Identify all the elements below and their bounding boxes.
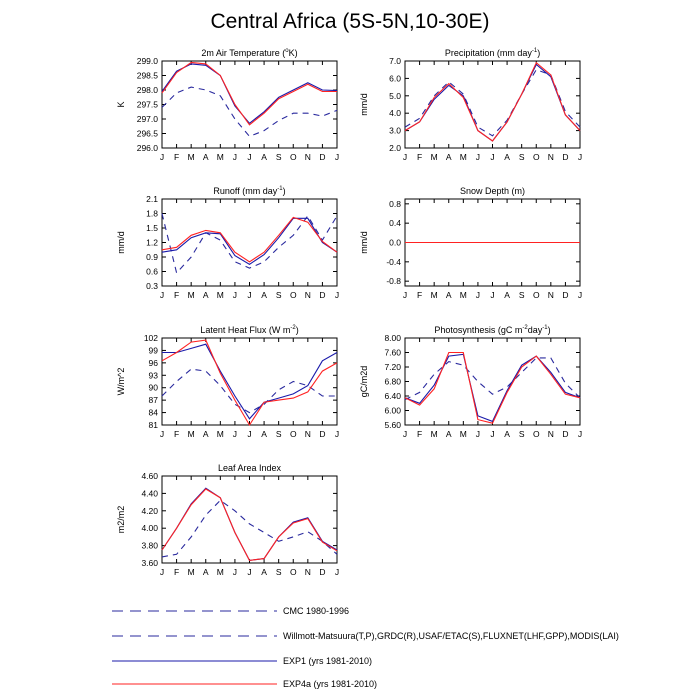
- y-tick-label: 6.0: [389, 73, 401, 84]
- x-tick-label: J: [232, 567, 238, 577]
- x-tick-label: J: [490, 152, 495, 162]
- x-tick-label: J: [334, 567, 340, 577]
- y-tick-label: 3.80: [141, 540, 158, 551]
- panel-title: Latent Heat Flux (W $m^{-2}$): [200, 325, 299, 335]
- x-tick-label: A: [261, 567, 267, 577]
- y-tick-label: 299.0: [136, 56, 158, 66]
- x-tick-label: J: [247, 152, 252, 162]
- y-tick-label: 87: [148, 395, 158, 406]
- x-tick-label: M: [216, 152, 224, 162]
- x-tick-label: O: [532, 290, 540, 300]
- x-tick-label: J: [490, 429, 495, 439]
- x-tick-label: J: [577, 152, 583, 162]
- y-axis-label: K: [116, 101, 126, 108]
- x-tick-label: D: [562, 152, 569, 162]
- x-tick-label: F: [173, 290, 180, 300]
- y-tick-label: 7.60: [384, 347, 401, 358]
- x-tick-label: N: [304, 567, 311, 577]
- y-tick-label: 296.0: [136, 143, 158, 153]
- y-axis-label: gC/m2d: [359, 365, 369, 398]
- main-title: Central Africa (5S-5N,10-30E): [210, 10, 490, 33]
- y-axis-label: m2/m2: [116, 505, 126, 534]
- x-tick-label: N: [547, 290, 554, 300]
- y-tick-label: 4.0: [389, 108, 401, 119]
- x-tick-label: M: [187, 290, 195, 300]
- x-tick-label: N: [547, 152, 554, 162]
- x-tick-label: J: [247, 567, 252, 577]
- x-tick-label: M: [187, 567, 195, 577]
- y-tick-label: 0.8: [389, 198, 401, 209]
- x-tick-label: S: [275, 567, 282, 577]
- y-tick-label: 99: [148, 345, 158, 356]
- y-tick-label: 84: [148, 407, 158, 418]
- x-tick-label: A: [202, 567, 209, 577]
- y-tick-label: 297.5: [136, 99, 158, 110]
- x-tick-label: S: [518, 290, 525, 300]
- panel-title: Snow Depth (m): [459, 186, 526, 196]
- x-tick-label: M: [459, 429, 467, 439]
- x-tick-label: S: [275, 429, 282, 439]
- x-tick-label: A: [202, 429, 209, 439]
- x-tick-label: M: [187, 152, 195, 162]
- x-tick-label: M: [430, 429, 438, 439]
- x-tick-label: F: [416, 429, 423, 439]
- x-tick-label: A: [504, 290, 510, 300]
- y-tick-label: 102: [143, 333, 158, 343]
- y-tick-label: 298.5: [136, 70, 158, 81]
- x-tick-label: F: [416, 290, 423, 300]
- y-tick-label: 0.0: [389, 237, 401, 248]
- x-tick-label: F: [173, 152, 180, 162]
- x-tick-label: O: [289, 429, 297, 439]
- x-tick-label: J: [475, 429, 481, 439]
- x-tick-label: A: [202, 290, 209, 300]
- y-tick-label: 3.60: [141, 558, 158, 568]
- y-tick-label: 6.80: [384, 376, 401, 387]
- x-tick-label: J: [159, 567, 165, 577]
- x-tick-label: O: [532, 152, 540, 162]
- y-tick-label: 4.20: [141, 505, 158, 516]
- legend-item-exp4a: [112, 679, 377, 689]
- x-tick-label: J: [577, 290, 583, 300]
- x-tick-label: F: [173, 567, 180, 577]
- legend-item-cmc: [112, 606, 349, 616]
- y-tick-label: 7.20: [384, 362, 401, 372]
- y-tick-label: 296.5: [136, 128, 158, 139]
- x-tick-label: A: [445, 429, 452, 439]
- x-tick-label: J: [402, 429, 408, 439]
- y-axis-label: mm/d: [359, 93, 369, 116]
- x-tick-label: J: [159, 290, 165, 300]
- x-tick-label: M: [187, 429, 195, 439]
- x-tick-label: D: [562, 290, 569, 300]
- panel-title: Photosynthesis (gC $m^{-2}day^{-1}$): [434, 325, 551, 335]
- y-tick-label: 0.3: [146, 281, 158, 291]
- panel-title: Runoff (mm day$^{-1}$): [213, 186, 286, 196]
- y-tick-label: 1.5: [146, 223, 158, 233]
- x-tick-label: S: [518, 429, 525, 439]
- y-tick-label: 90: [148, 382, 158, 393]
- y-tick-label: 4.60: [141, 471, 158, 481]
- x-tick-label: F: [173, 429, 180, 439]
- x-tick-label: A: [504, 152, 510, 162]
- legend-label: EXP4a (yrs 1981-2010): [283, 679, 378, 689]
- y-tick-label: 0.9: [146, 252, 158, 262]
- x-tick-label: D: [319, 290, 326, 300]
- y-tick-label: 6.00: [384, 405, 401, 416]
- x-tick-label: N: [547, 429, 554, 439]
- x-tick-label: M: [216, 290, 224, 300]
- legend-item-obs: [112, 631, 619, 641]
- y-tick-label: 96: [148, 357, 158, 368]
- y-tick-label: 8.00: [384, 333, 401, 343]
- legend-label: Willmott-Matsuura(T,P),GRDC(R),USAF/ETAC(S),FLUXNET(LHF,GPP),MODIS(LAI): [283, 631, 619, 641]
- x-tick-label: J: [232, 429, 238, 439]
- x-tick-label: M: [216, 567, 224, 577]
- x-tick-label: N: [304, 429, 311, 439]
- x-tick-label: J: [247, 429, 252, 439]
- y-axis-label: mm/d: [116, 231, 126, 254]
- y-tick-label: 5.0: [389, 90, 401, 101]
- x-tick-label: J: [475, 290, 481, 300]
- y-tick-label: 7.0: [389, 56, 401, 66]
- y-tick-label: 3.0: [389, 125, 401, 136]
- y-tick-label: -0.8: [386, 276, 401, 287]
- x-tick-label: J: [159, 152, 165, 162]
- x-tick-label: J: [334, 290, 340, 300]
- x-tick-label: A: [445, 152, 452, 162]
- y-tick-label: 6.40: [384, 391, 401, 401]
- legend-label: EXP1 (yrs 1981-2010): [283, 656, 373, 666]
- panel-title: 2m Air Temperature ($^o$K): [201, 48, 298, 58]
- y-tick-label: -0.4: [386, 256, 401, 267]
- x-tick-label: A: [261, 152, 267, 162]
- x-tick-label: A: [504, 429, 510, 439]
- x-tick-label: J: [247, 290, 252, 300]
- panel-title: Leaf Area Index: [217, 463, 282, 473]
- x-tick-label: O: [289, 152, 297, 162]
- y-tick-label: 2.0: [389, 143, 401, 153]
- x-tick-label: J: [334, 429, 340, 439]
- x-tick-label: S: [275, 152, 282, 162]
- x-tick-label: O: [289, 290, 297, 300]
- x-tick-label: J: [577, 429, 583, 439]
- panel-title: Precipitation (mm day$^{-1}$): [444, 48, 541, 58]
- y-tick-label: 5.60: [384, 420, 401, 430]
- x-tick-label: J: [402, 290, 408, 300]
- y-tick-label: 1.2: [146, 237, 158, 248]
- y-axis-label: W/m^2: [116, 367, 126, 396]
- x-tick-label: O: [289, 567, 297, 577]
- x-tick-label: N: [304, 290, 311, 300]
- x-tick-label: M: [430, 290, 438, 300]
- y-tick-label: 4.40: [141, 488, 158, 499]
- y-tick-label: 4.00: [141, 523, 158, 534]
- x-tick-label: A: [261, 290, 267, 300]
- y-tick-label: 93: [148, 370, 158, 381]
- x-tick-label: N: [304, 152, 311, 162]
- x-tick-label: S: [518, 152, 525, 162]
- x-tick-label: A: [261, 429, 267, 439]
- x-tick-label: A: [445, 290, 452, 300]
- y-tick-label: 0.4: [389, 218, 401, 229]
- y-tick-label: 81: [148, 420, 158, 430]
- y-tick-label: 1.8: [146, 208, 158, 219]
- y-tick-label: 0.6: [146, 266, 158, 277]
- x-tick-label: D: [319, 152, 326, 162]
- y-tick-label: 297.0: [136, 114, 158, 124]
- x-tick-label: M: [216, 429, 224, 439]
- y-tick-label: 298.0: [136, 85, 158, 95]
- x-tick-label: F: [416, 152, 423, 162]
- x-tick-label: J: [232, 152, 238, 162]
- x-tick-label: O: [532, 429, 540, 439]
- x-tick-label: J: [334, 152, 340, 162]
- x-tick-label: J: [232, 290, 238, 300]
- x-tick-label: D: [319, 429, 326, 439]
- x-tick-label: S: [275, 290, 282, 300]
- legend-item-exp1: [112, 656, 372, 666]
- x-tick-label: D: [562, 429, 569, 439]
- legend-label: CMC 1980-1996: [283, 606, 350, 616]
- x-tick-label: A: [202, 152, 209, 162]
- y-tick-label: 2.1: [146, 194, 158, 204]
- x-tick-label: M: [459, 290, 467, 300]
- x-tick-label: J: [475, 152, 481, 162]
- x-tick-label: J: [402, 152, 408, 162]
- x-tick-label: D: [319, 567, 326, 577]
- x-tick-label: J: [159, 429, 165, 439]
- y-axis-label: mm/d: [359, 231, 369, 254]
- x-tick-label: J: [490, 290, 495, 300]
- x-tick-label: M: [430, 152, 438, 162]
- x-tick-label: M: [459, 152, 467, 162]
